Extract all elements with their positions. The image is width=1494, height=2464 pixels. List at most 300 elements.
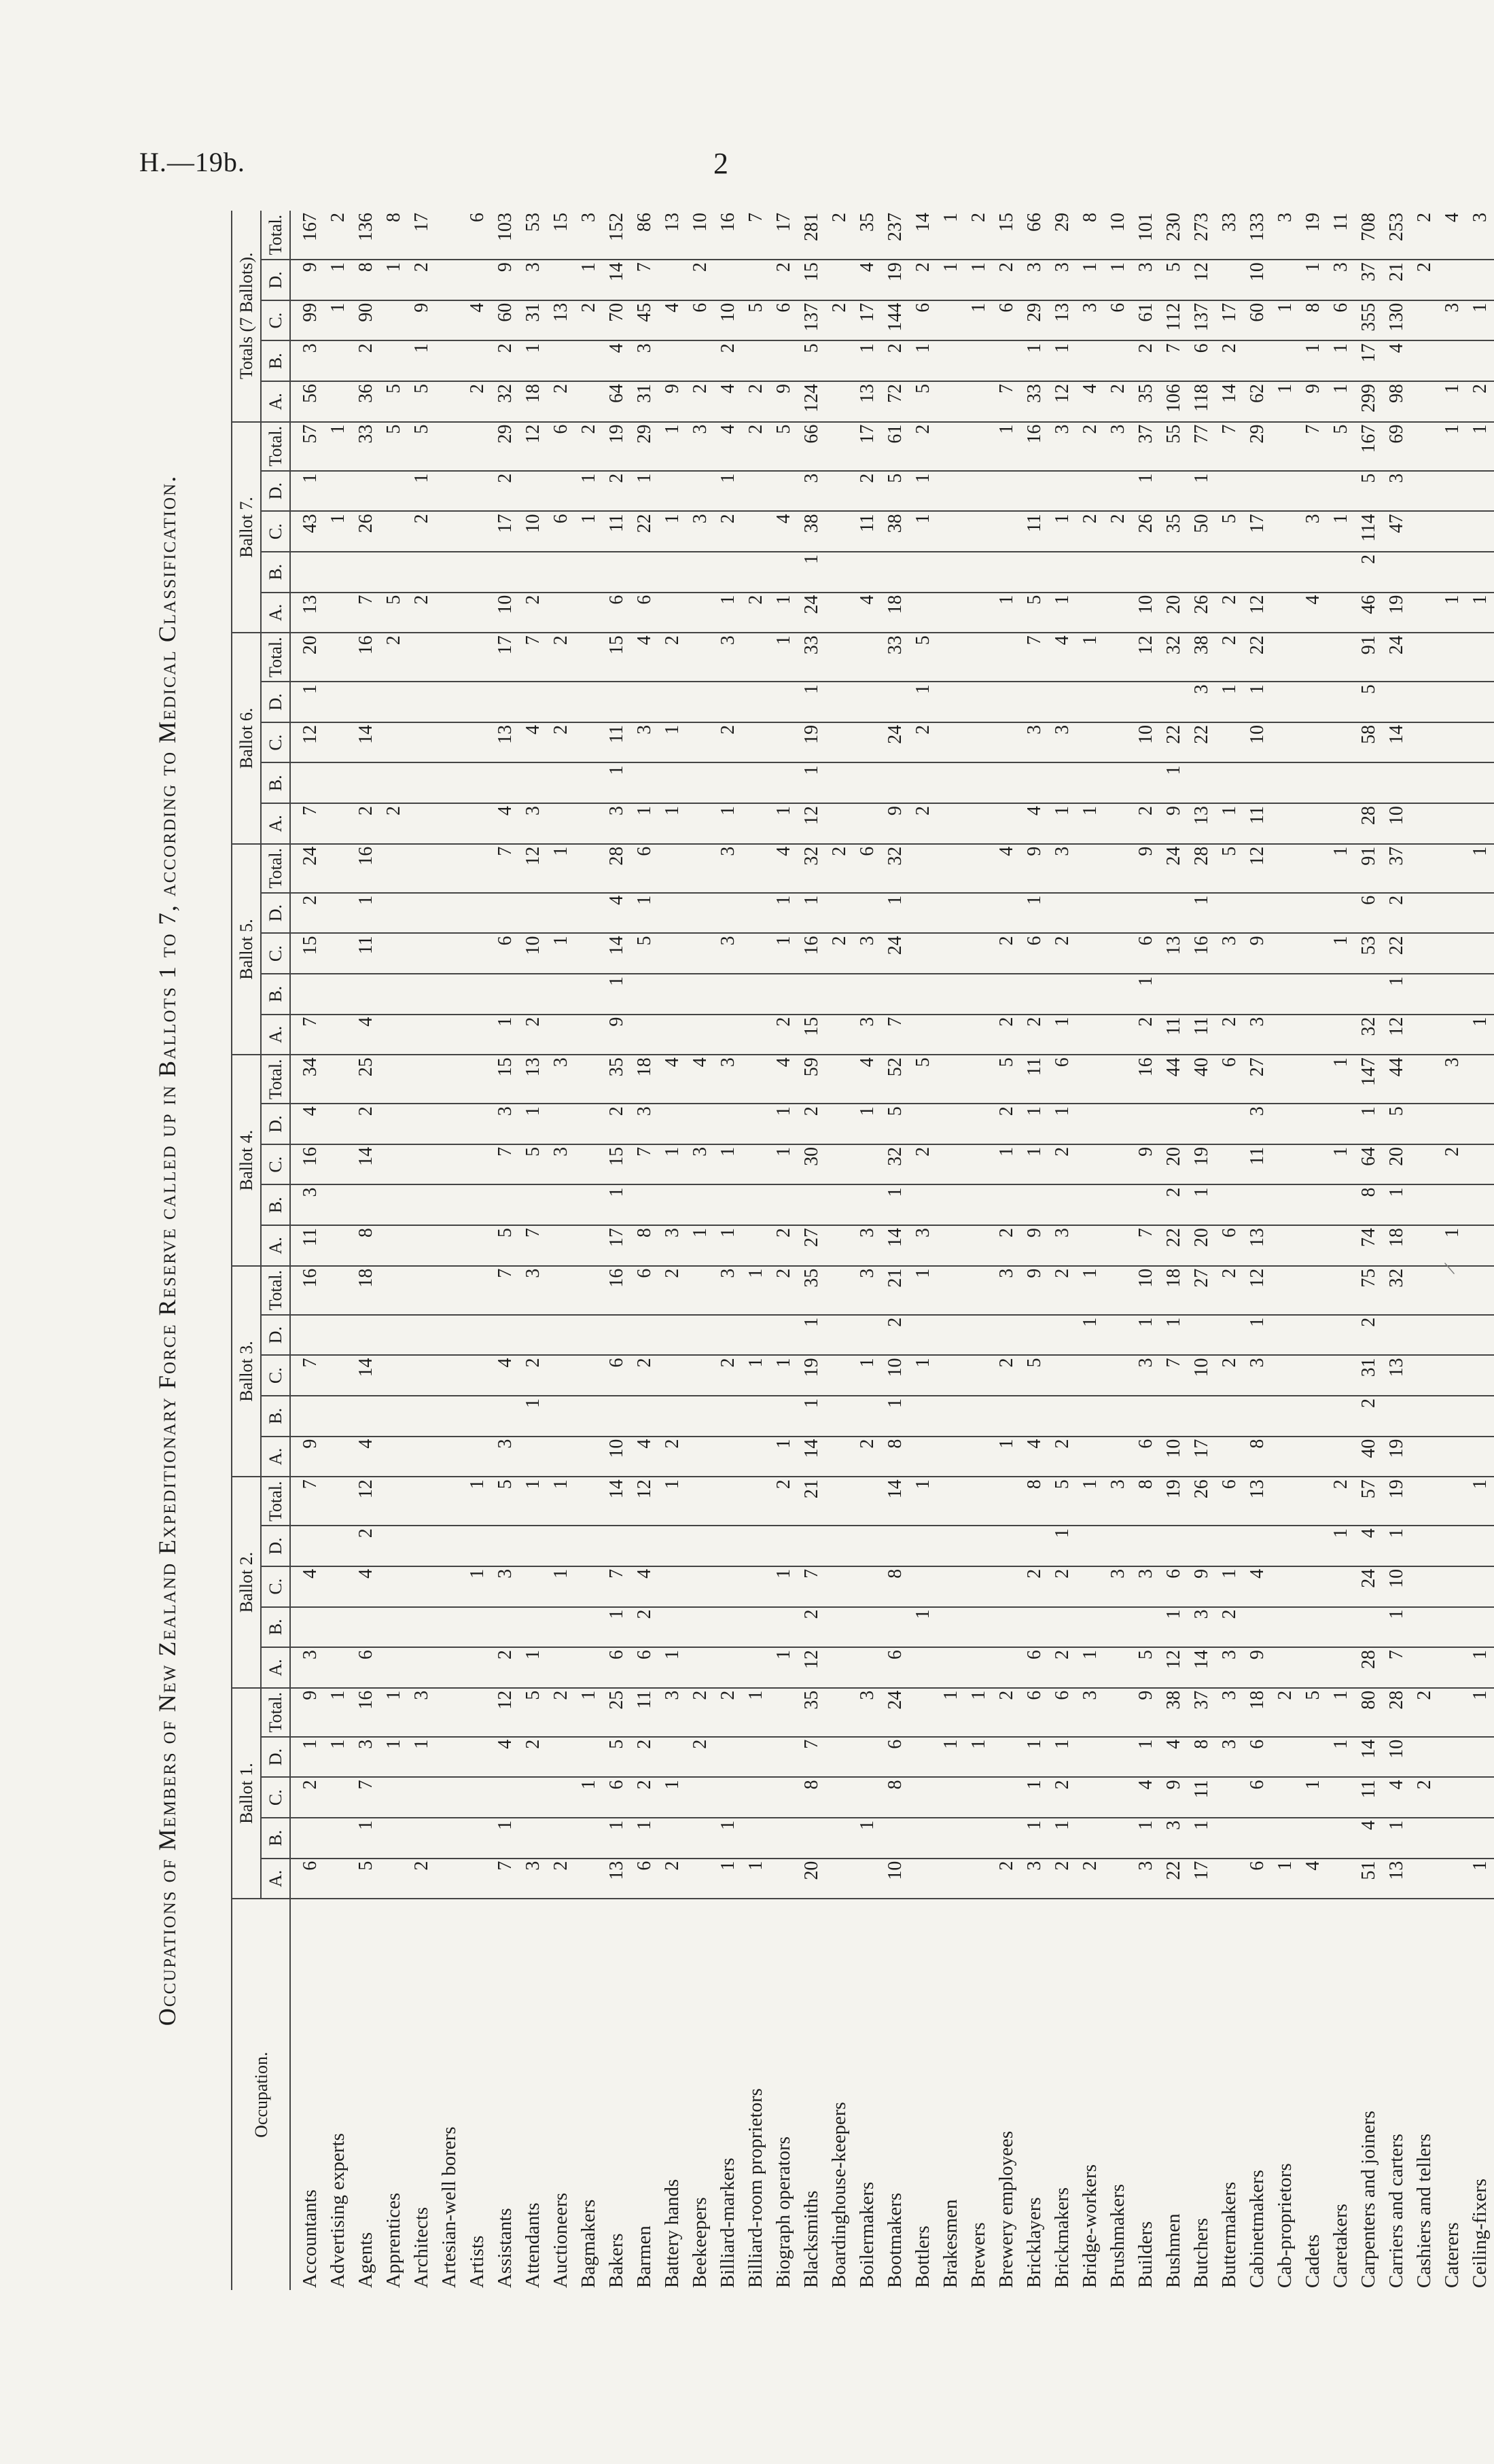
total-cell: 2 <box>770 1266 798 1315</box>
value-cell <box>686 340 714 381</box>
value-cell <box>1104 1526 1132 1566</box>
total-cell: 2 <box>1410 211 1438 260</box>
value-cell: 3 <box>491 1104 519 1144</box>
total-cell: 1 <box>547 1477 575 1526</box>
value-cell: 60 <box>491 300 519 341</box>
value-cell <box>909 1859 937 1899</box>
table-row <box>965 211 993 2290</box>
value-cell <box>324 803 352 844</box>
occupation-cell: Attendants <box>522 2202 544 2288</box>
value-cell: 5 <box>1160 260 1188 300</box>
value-cell: 1 <box>1438 593 1466 633</box>
total-cell: 11 <box>1327 211 1355 260</box>
table-row <box>1188 211 1215 2290</box>
total-cell: 2 <box>658 633 686 682</box>
total-cell: 35 <box>853 211 881 260</box>
value-cell: 1 <box>290 1737 324 1778</box>
value-cell: 3 <box>547 1144 575 1185</box>
value-cell: 3 <box>1020 260 1048 300</box>
value-cell: 2 <box>1076 511 1104 552</box>
occupation-cell: Butchers <box>1190 2217 1212 2288</box>
total-cell: 25 <box>603 1688 630 1737</box>
value-cell <box>380 682 408 722</box>
ballot-header: Totals (7 Ballots). <box>232 211 261 422</box>
value-cell <box>630 1396 658 1437</box>
value-cell: 21 <box>1383 260 1410 300</box>
value-cell: 1 <box>770 1647 798 1688</box>
value-cell <box>714 1104 742 1144</box>
value-cell: 4 <box>352 1566 380 1607</box>
value-cell: 2 <box>714 722 742 763</box>
total-cell: 3 <box>658 1688 686 1737</box>
value-cell <box>408 1566 435 1607</box>
value-cell <box>965 1015 993 1055</box>
value-cell <box>937 300 965 341</box>
value-cell: 10 <box>1383 1566 1410 1607</box>
value-cell <box>575 1566 603 1607</box>
value-cell <box>881 552 909 593</box>
value-cell <box>575 682 603 722</box>
value-cell <box>770 1777 798 1818</box>
value-cell <box>435 1607 463 1648</box>
value-cell <box>463 1355 491 1396</box>
value-cell <box>380 1225 408 1266</box>
value-cell <box>825 1859 853 1899</box>
value-cell <box>965 1526 993 1566</box>
value-cell <box>965 1437 993 1477</box>
value-cell <box>575 1526 603 1566</box>
value-cell <box>965 893 993 934</box>
subheader-c: C. <box>261 1777 290 1818</box>
value-cell <box>463 1526 491 1566</box>
value-cell <box>686 1526 714 1566</box>
total-cell <box>1299 1266 1327 1315</box>
value-cell <box>658 1184 686 1225</box>
value-cell <box>853 1184 881 1225</box>
total-cell <box>547 1266 575 1315</box>
value-cell <box>324 1526 352 1566</box>
value-cell: 1 <box>798 762 825 803</box>
value-cell: 4 <box>1355 1818 1383 1859</box>
value-cell <box>965 511 993 552</box>
value-cell <box>1132 1396 1160 1437</box>
value-cell <box>324 1144 352 1185</box>
total-cell: 9 <box>290 1688 324 1737</box>
value-cell: 1 <box>1188 471 1215 512</box>
value-cell <box>435 974 463 1015</box>
value-cell <box>742 1225 770 1266</box>
total-cell: 708 <box>1355 211 1383 260</box>
value-cell <box>408 682 435 722</box>
value-cell <box>658 1737 686 1778</box>
value-cell: 3 <box>853 933 881 974</box>
value-cell: 1 <box>463 1566 491 1607</box>
occupation-cell: Builders <box>1135 2221 1156 2288</box>
value-cell <box>380 300 408 341</box>
value-cell <box>1438 1396 1466 1437</box>
occupation-cell: Bottlers <box>912 2225 933 2288</box>
total-cell <box>380 1266 408 1315</box>
total-cell: 2 <box>1048 1266 1076 1315</box>
total-cell: 24 <box>881 1688 909 1737</box>
value-cell <box>352 762 380 803</box>
value-cell: 1 <box>1048 1737 1076 1778</box>
value-cell <box>1104 1737 1132 1778</box>
value-cell <box>1076 1225 1104 1266</box>
value-cell: 1 <box>798 552 825 593</box>
value-cell: 2 <box>993 1225 1020 1266</box>
page-number: 2 <box>713 147 728 180</box>
total-cell: 2 <box>547 633 575 682</box>
value-cell <box>1410 340 1438 381</box>
value-cell <box>825 1144 853 1185</box>
ballot-header: Ballot 1. <box>232 1688 261 1899</box>
value-cell: 9 <box>658 381 686 422</box>
value-cell <box>1271 511 1299 552</box>
value-cell <box>1410 300 1438 341</box>
table-row <box>435 211 463 2290</box>
value-cell <box>1271 722 1299 763</box>
value-cell: 1 <box>1048 1015 1076 1055</box>
value-cell <box>1271 471 1299 512</box>
occupation-cell: Battery hands <box>661 2179 683 2288</box>
value-cell <box>909 762 937 803</box>
table-row <box>1383 211 1410 2290</box>
value-cell: 19 <box>798 722 825 763</box>
total-cell: 2 <box>686 1688 714 1737</box>
value-cell: 1 <box>603 1184 630 1225</box>
table-row <box>630 211 658 2290</box>
value-cell: 1 <box>575 1777 603 1818</box>
value-cell <box>1383 762 1410 803</box>
value-cell <box>1215 722 1243 763</box>
value-cell: 2 <box>798 1607 825 1648</box>
value-cell: 4 <box>491 1737 519 1778</box>
subheader-b: B. <box>261 974 290 1015</box>
value-cell <box>770 762 798 803</box>
total-cell <box>575 844 603 893</box>
value-cell <box>1327 1566 1355 1607</box>
total-cell: 19 <box>1160 1477 1188 1526</box>
occupation-cell: Architects <box>410 2206 432 2288</box>
value-cell: 2 <box>1020 1015 1048 1055</box>
value-cell <box>1466 1315 1494 1356</box>
value-cell: 14 <box>352 1355 380 1396</box>
total-cell: 80 <box>1355 1688 1383 1737</box>
value-cell <box>853 1777 881 1818</box>
value-cell: 1 <box>1299 340 1327 381</box>
value-cell <box>658 1104 686 1144</box>
value-cell <box>937 593 965 633</box>
value-cell: 26 <box>1132 511 1160 552</box>
value-cell <box>1271 260 1299 300</box>
value-cell: 5 <box>630 933 658 974</box>
total-cell: 147 <box>1355 1055 1383 1104</box>
value-cell: 17 <box>1355 340 1383 381</box>
value-cell <box>630 1526 658 1566</box>
value-cell <box>909 1315 937 1356</box>
value-cell <box>463 1859 491 1899</box>
value-cell <box>575 1859 603 1899</box>
value-cell: 6 <box>1215 1225 1243 1266</box>
value-cell: 14 <box>798 1437 825 1477</box>
total-cell: 28 <box>1188 844 1215 893</box>
value-cell: 2 <box>1048 1566 1076 1607</box>
value-cell: 2 <box>1215 593 1243 633</box>
total-cell: 27 <box>1188 1266 1215 1315</box>
total-cell: 4 <box>993 844 1020 893</box>
value-cell <box>1327 893 1355 934</box>
total-cell: 7 <box>742 211 770 260</box>
value-cell: 4 <box>352 1015 380 1055</box>
total-cell: 2 <box>1271 1688 1299 1737</box>
value-cell <box>1243 1396 1271 1437</box>
total-cell: 101 <box>1132 211 1160 260</box>
value-cell: 1 <box>1327 1144 1355 1185</box>
value-cell <box>742 260 770 300</box>
value-cell <box>435 722 463 763</box>
value-cell <box>937 1355 965 1396</box>
value-cell: 1 <box>993 1437 1020 1477</box>
value-cell <box>547 1607 575 1648</box>
value-cell: 2 <box>658 1437 686 1477</box>
value-cell <box>909 1737 937 1778</box>
value-cell: 9 <box>1160 803 1188 844</box>
value-cell <box>1438 933 1466 974</box>
value-cell <box>742 762 770 803</box>
value-cell: 7 <box>290 803 324 844</box>
total-cell <box>742 844 770 893</box>
value-cell <box>686 1647 714 1688</box>
value-cell: 1 <box>630 1818 658 1859</box>
value-cell <box>547 1184 575 1225</box>
occupation-cell: Cab-proprietors <box>1274 2163 1296 2288</box>
value-cell <box>1104 722 1132 763</box>
value-cell <box>435 1647 463 1688</box>
value-cell <box>1299 1396 1327 1437</box>
total-cell: 1 <box>1466 844 1494 893</box>
value-cell: 2 <box>1020 1566 1048 1607</box>
value-cell <box>686 1355 714 1396</box>
occupation-cell: Advertising experts <box>327 2133 349 2288</box>
value-cell <box>714 1737 742 1778</box>
value-cell <box>1438 722 1466 763</box>
value-cell: 22 <box>1188 722 1215 763</box>
value-cell <box>1020 1526 1048 1566</box>
value-cell: 7 <box>352 593 380 633</box>
total-cell: 3 <box>1466 211 1494 260</box>
value-cell: 1 <box>547 1566 575 1607</box>
value-cell <box>603 682 630 722</box>
total-cell: 7 <box>1020 633 1048 682</box>
total-cell <box>463 844 491 893</box>
total-cell: 5 <box>1215 844 1243 893</box>
value-cell: 74 <box>1355 1225 1383 1266</box>
value-cell <box>575 1396 603 1437</box>
value-cell: 6 <box>1020 1647 1048 1688</box>
value-cell: 19 <box>1383 1437 1410 1477</box>
value-cell <box>1299 1315 1327 1356</box>
value-cell: 1 <box>1020 340 1048 381</box>
total-cell: 1 <box>1327 1688 1355 1737</box>
value-cell <box>547 1818 575 1859</box>
value-cell: 1 <box>658 1647 686 1688</box>
value-cell: 2 <box>798 1104 825 1144</box>
value-cell: 10 <box>1383 803 1410 844</box>
value-cell <box>937 511 965 552</box>
value-cell: 4 <box>1355 1526 1383 1566</box>
subheader-d: D. <box>261 682 290 722</box>
value-cell <box>1299 682 1327 722</box>
value-cell: 13 <box>853 381 881 422</box>
value-cell <box>1271 893 1299 934</box>
value-cell: 1 <box>1048 803 1076 844</box>
total-cell: 8 <box>1076 211 1104 260</box>
value-cell: 1 <box>770 1437 798 1477</box>
value-cell: 3 <box>1243 1015 1271 1055</box>
value-cell: 130 <box>1383 300 1410 341</box>
value-cell <box>1076 1777 1104 1818</box>
value-cell <box>965 552 993 593</box>
value-cell: 6 <box>603 1777 630 1818</box>
value-cell <box>519 893 547 934</box>
value-cell: 58 <box>1355 722 1383 763</box>
total-cell: 8 <box>380 211 408 260</box>
value-cell: 1 <box>1271 381 1299 422</box>
value-cell <box>714 1647 742 1688</box>
value-cell <box>1048 682 1076 722</box>
value-cell <box>352 552 380 593</box>
total-cell: 13 <box>519 1055 547 1104</box>
value-cell <box>290 1526 324 1566</box>
value-cell: 2 <box>1383 893 1410 934</box>
value-cell <box>853 1566 881 1607</box>
subheader-a: A. <box>261 803 290 844</box>
value-cell: 1 <box>324 511 352 552</box>
value-cell: 1 <box>909 682 937 722</box>
value-cell <box>575 1184 603 1225</box>
value-cell: 1 <box>965 300 993 341</box>
value-cell <box>1327 682 1355 722</box>
value-cell: 1 <box>1243 682 1271 722</box>
subheader-a: A. <box>261 1225 290 1266</box>
value-cell <box>742 1104 770 1144</box>
value-cell <box>352 1607 380 1648</box>
total-cell: 167 <box>1355 422 1383 471</box>
total-cell <box>324 1266 352 1315</box>
value-cell <box>435 552 463 593</box>
value-cell <box>1271 1015 1299 1055</box>
total-cell: 5 <box>519 1688 547 1737</box>
value-cell: 5 <box>1355 471 1383 512</box>
value-cell <box>1188 1396 1215 1437</box>
total-cell <box>1104 633 1132 682</box>
value-cell <box>1299 1225 1327 1266</box>
value-cell <box>575 974 603 1015</box>
occupation-cell: Agents <box>355 2232 376 2288</box>
total-cell: 16 <box>352 633 380 682</box>
value-cell <box>324 471 352 512</box>
value-cell <box>491 1607 519 1648</box>
value-cell: 4 <box>853 260 881 300</box>
total-cell <box>993 633 1020 682</box>
table-row <box>1132 211 1160 2290</box>
total-cell <box>909 1688 937 1737</box>
value-cell <box>770 340 798 381</box>
total-cell: 4 <box>630 633 658 682</box>
value-cell <box>547 552 575 593</box>
total-cell: 32 <box>1383 1266 1410 1315</box>
value-cell <box>1410 682 1438 722</box>
value-cell <box>937 381 965 422</box>
value-cell <box>1466 1355 1494 1396</box>
value-cell <box>965 1777 993 1818</box>
value-cell: 3 <box>714 933 742 974</box>
value-cell <box>408 803 435 844</box>
value-cell: 11 <box>1188 1777 1215 1818</box>
value-cell <box>1076 933 1104 974</box>
value-cell: 1 <box>770 893 798 934</box>
value-cell <box>1438 893 1466 934</box>
value-cell <box>324 893 352 934</box>
total-cell: 281 <box>798 211 825 260</box>
value-cell <box>1215 260 1243 300</box>
total-cell: 69 <box>1383 422 1410 471</box>
value-cell: 4 <box>1160 1737 1188 1778</box>
value-cell: 9 <box>1020 1225 1048 1266</box>
value-cell <box>1383 682 1410 722</box>
total-cell <box>1410 1266 1438 1315</box>
value-cell <box>435 1184 463 1225</box>
value-cell: 1 <box>290 682 324 722</box>
value-cell <box>1104 1355 1132 1396</box>
value-cell: 1 <box>909 1355 937 1396</box>
value-cell: 1 <box>909 511 937 552</box>
total-cell: 103 <box>491 211 519 260</box>
value-cell <box>1271 803 1299 844</box>
value-cell <box>1188 1315 1215 1356</box>
value-cell <box>380 1859 408 1899</box>
value-cell <box>1438 1315 1466 1356</box>
value-cell: 13 <box>1048 300 1076 341</box>
value-cell <box>324 933 352 974</box>
value-cell <box>1271 1396 1299 1437</box>
value-cell <box>547 1015 575 1055</box>
value-cell <box>575 1015 603 1055</box>
subheader-b: B. <box>261 1818 290 1859</box>
value-cell <box>1383 1315 1410 1356</box>
value-cell: 2 <box>408 511 435 552</box>
value-cell <box>1410 1015 1438 1055</box>
value-cell: 17 <box>1188 1859 1215 1899</box>
total-cell: 32 <box>798 844 825 893</box>
value-cell <box>519 1526 547 1566</box>
value-cell: 12 <box>1048 381 1076 422</box>
value-cell <box>290 1396 324 1437</box>
value-cell <box>1243 1526 1271 1566</box>
occupation-cell: Cashiers and tellers <box>1413 2133 1435 2288</box>
value-cell <box>658 471 686 512</box>
value-cell <box>1466 1225 1494 1266</box>
total-cell <box>1271 844 1299 893</box>
total-cell <box>937 1266 965 1315</box>
total-cell: 2 <box>380 633 408 682</box>
value-cell: 1 <box>1327 1737 1355 1778</box>
value-cell: 2 <box>547 722 575 763</box>
value-cell <box>1438 1566 1466 1607</box>
value-cell <box>1299 471 1327 512</box>
value-cell <box>686 1859 714 1899</box>
